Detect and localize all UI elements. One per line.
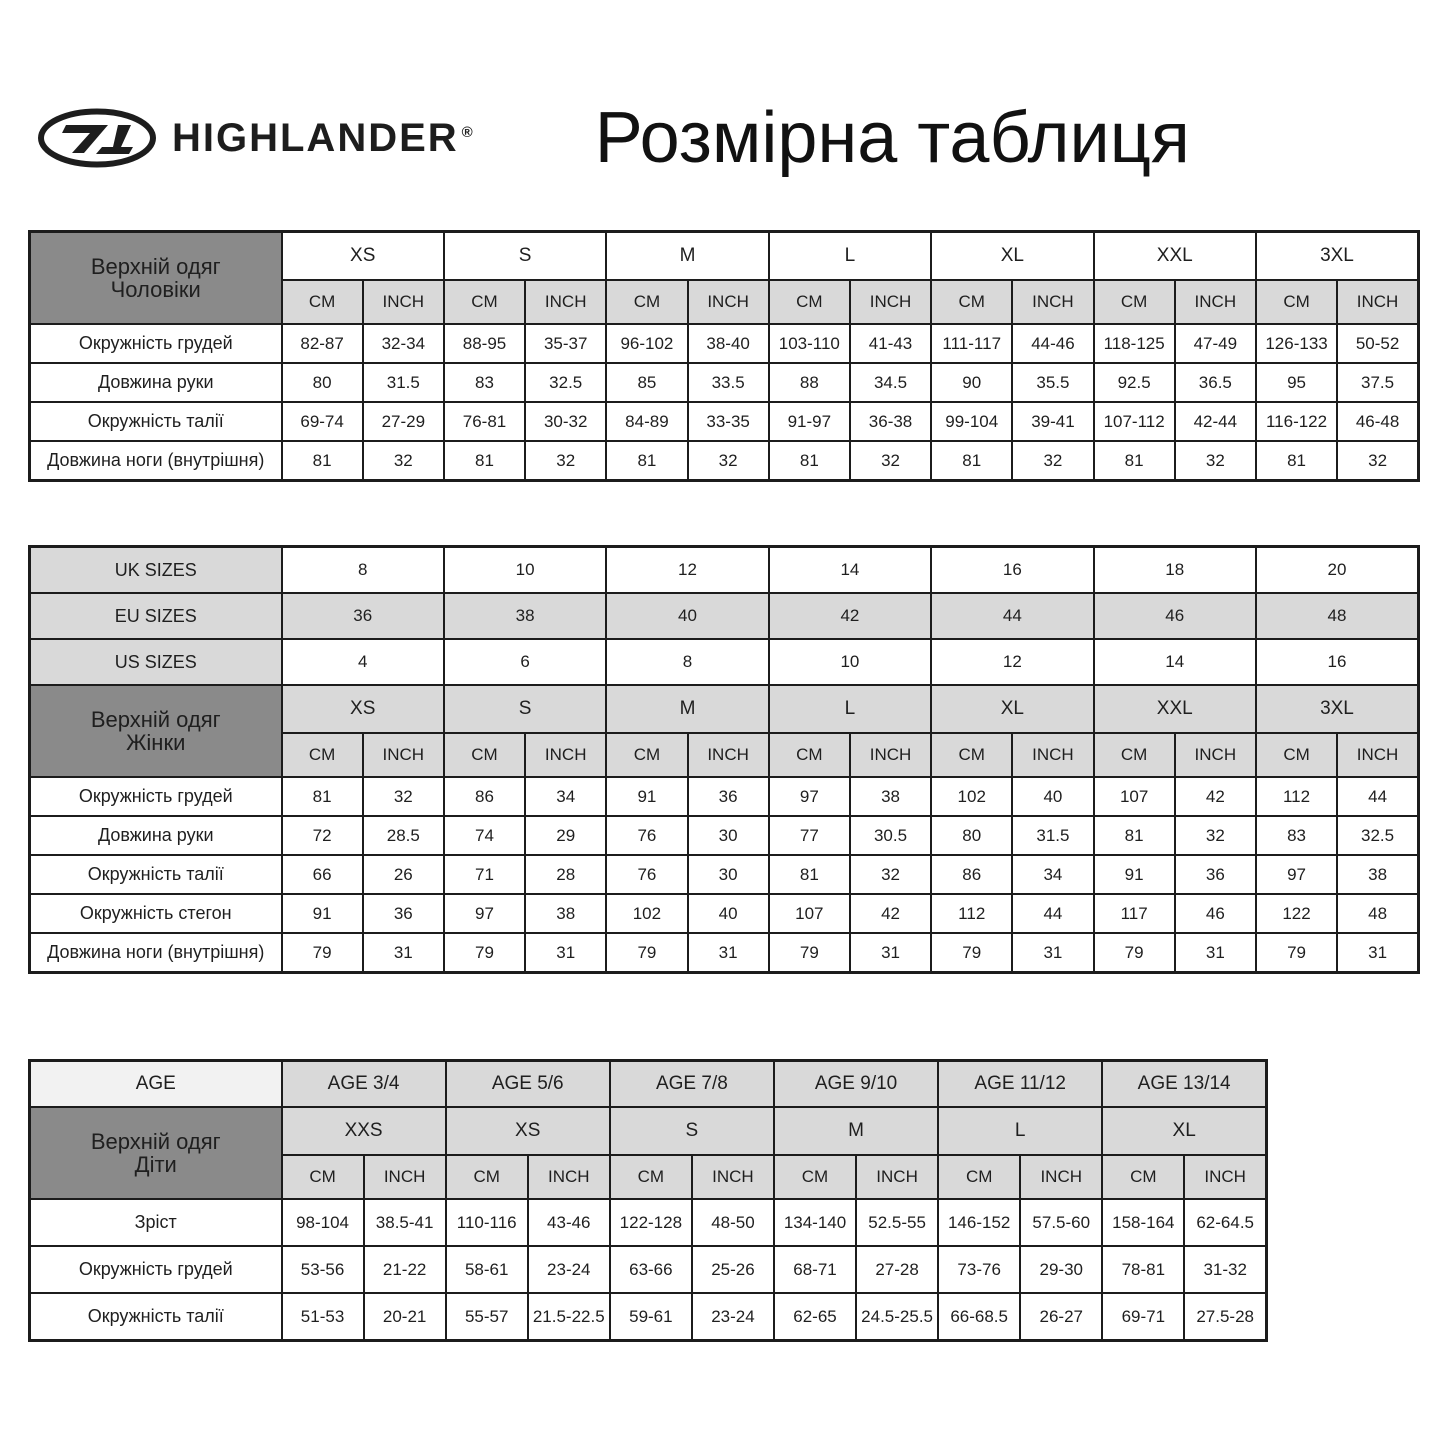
value-cell: 31 <box>363 933 444 973</box>
cm-header-cell: CM <box>444 280 525 324</box>
size-header-cell: M <box>606 685 768 733</box>
value-cell: 73-76 <box>938 1246 1020 1293</box>
size-header-cell: XS <box>282 685 444 733</box>
value-cell: 29 <box>525 816 606 855</box>
value-cell: 28 <box>525 855 606 894</box>
value-cell: 46-48 <box>1337 402 1418 441</box>
cm-header-cell: CM <box>1256 280 1337 324</box>
value-cell: 107 <box>1094 777 1175 816</box>
size-header-cell: S <box>444 685 606 733</box>
value-cell: 38.5-41 <box>364 1199 446 1246</box>
size-number-cell: 44 <box>931 593 1093 639</box>
men-measure-row <box>30 363 1419 402</box>
value-cell: 81 <box>1256 441 1337 481</box>
value-cell: 86 <box>444 777 525 816</box>
value-cell: 35.5 <box>1012 363 1093 402</box>
value-cell: 32 <box>850 855 931 894</box>
value-cell: 31.5 <box>363 363 444 402</box>
age-header-cell: AGE 7/8 <box>610 1061 774 1108</box>
kids-measure-row <box>30 1199 1267 1246</box>
inch-header-cell: INCH <box>1012 733 1093 777</box>
value-cell: 20-21 <box>364 1293 446 1341</box>
value-cell: 81 <box>1094 441 1175 481</box>
cm-header-cell: CM <box>282 1155 364 1199</box>
row-label-cell: Довжина ноги (внутрішня) <box>30 441 282 481</box>
value-cell: 31 <box>525 933 606 973</box>
size-header-cell: XL <box>1102 1107 1266 1155</box>
value-cell: 91 <box>606 777 687 816</box>
inch-header-cell: INCH <box>850 733 931 777</box>
size-system-label-cell: US SIZES <box>30 639 282 685</box>
cm-header-cell: CM <box>610 1155 692 1199</box>
value-cell: 50-52 <box>1337 324 1418 363</box>
value-cell: 97 <box>444 894 525 933</box>
size-number-cell: 6 <box>444 639 606 685</box>
row-label-cell: Окружність грудей <box>30 1246 282 1293</box>
value-cell: 122 <box>1256 894 1337 933</box>
cm-header-cell: CM <box>1102 1155 1184 1199</box>
men-measure-row <box>30 441 1419 481</box>
value-cell: 91 <box>1094 855 1175 894</box>
cm-header-cell: CM <box>444 733 525 777</box>
size-header-cell: XL <box>931 232 1093 281</box>
cm-header-cell: CM <box>931 280 1012 324</box>
uk-sizes-row <box>30 547 1419 594</box>
size-header-cell: XXS <box>282 1107 446 1155</box>
inch-header-cell: INCH <box>1020 1155 1102 1199</box>
value-cell: 26-27 <box>1020 1293 1102 1341</box>
value-cell: 46 <box>1175 894 1256 933</box>
value-cell: 88-95 <box>444 324 525 363</box>
cm-header-cell: CM <box>1094 280 1175 324</box>
value-cell: 31 <box>850 933 931 973</box>
value-cell: 84-89 <box>606 402 687 441</box>
women-measure-row <box>30 894 1419 933</box>
value-cell: 30 <box>688 855 769 894</box>
size-header-cell: L <box>769 232 931 281</box>
us-sizes-row <box>30 639 1419 685</box>
inch-header-cell: INCH <box>525 280 606 324</box>
value-cell: 112 <box>931 894 1012 933</box>
women-sizes-header-row <box>30 685 1419 733</box>
value-cell: 96-102 <box>606 324 687 363</box>
value-cell: 110-116 <box>446 1199 528 1246</box>
size-number-cell: 14 <box>1094 639 1256 685</box>
value-cell: 79 <box>1256 933 1337 973</box>
value-cell: 38 <box>525 894 606 933</box>
value-cell: 79 <box>444 933 525 973</box>
size-header-cell: L <box>938 1107 1102 1155</box>
value-cell: 32 <box>1175 441 1256 481</box>
row-label-cell: Довжина ноги (внутрішня) <box>30 933 282 973</box>
value-cell: 55-57 <box>446 1293 528 1341</box>
value-cell: 69-71 <box>1102 1293 1184 1341</box>
size-number-cell: 42 <box>769 593 931 639</box>
value-cell: 38 <box>1337 855 1418 894</box>
value-cell: 79 <box>769 933 850 973</box>
value-cell: 91-97 <box>769 402 850 441</box>
eu-sizes-row <box>30 593 1419 639</box>
value-cell: 23-24 <box>692 1293 774 1341</box>
value-cell: 74 <box>444 816 525 855</box>
value-cell: 36 <box>688 777 769 816</box>
inch-header-cell: INCH <box>692 1155 774 1199</box>
inch-header-cell: INCH <box>1175 280 1256 324</box>
value-cell: 32 <box>1012 441 1093 481</box>
value-cell: 79 <box>282 933 363 973</box>
age-header-cell: AGE 11/12 <box>938 1061 1102 1108</box>
women-size-table <box>28 545 1420 974</box>
size-header-cell: S <box>444 232 606 281</box>
row-label-cell: Окружність талії <box>30 402 282 441</box>
value-cell: 66-68.5 <box>938 1293 1020 1341</box>
value-cell: 36.5 <box>1175 363 1256 402</box>
value-cell: 43-46 <box>528 1199 610 1246</box>
size-number-cell: 8 <box>282 547 444 594</box>
value-cell: 36-38 <box>850 402 931 441</box>
value-cell: 91 <box>282 894 363 933</box>
value-cell: 126-133 <box>1256 324 1337 363</box>
value-cell: 107-112 <box>1094 402 1175 441</box>
size-header-cell: 3XL <box>1256 232 1419 281</box>
value-cell: 47-49 <box>1175 324 1256 363</box>
size-header-cell: XS <box>282 232 444 281</box>
cm-header-cell: CM <box>931 733 1012 777</box>
value-cell: 83 <box>1256 816 1337 855</box>
men-table-title-cell: Верхній одяг Чоловіки <box>30 232 282 325</box>
size-number-cell: 36 <box>282 593 444 639</box>
value-cell: 31.5 <box>1012 816 1093 855</box>
size-number-cell: 20 <box>1256 547 1419 594</box>
size-number-cell: 38 <box>444 593 606 639</box>
value-cell: 77 <box>769 816 850 855</box>
size-number-cell: 4 <box>282 639 444 685</box>
size-header-cell: M <box>606 232 768 281</box>
value-cell: 95 <box>1256 363 1337 402</box>
size-number-cell: 16 <box>931 547 1093 594</box>
value-cell: 81 <box>769 441 850 481</box>
value-cell: 32 <box>850 441 931 481</box>
value-cell: 69-74 <box>282 402 363 441</box>
value-cell: 111-117 <box>931 324 1012 363</box>
size-number-cell: 46 <box>1094 593 1256 639</box>
row-label-cell: Довжина руки <box>30 816 282 855</box>
value-cell: 32.5 <box>1337 816 1418 855</box>
value-cell: 31 <box>1337 933 1418 973</box>
cm-header-cell: CM <box>769 733 850 777</box>
inch-header-cell: INCH <box>363 280 444 324</box>
size-header-cell: XXL <box>1094 232 1256 281</box>
men-measure-row <box>30 402 1419 441</box>
value-cell: 79 <box>1094 933 1175 973</box>
value-cell: 81 <box>606 441 687 481</box>
value-cell: 27.5-28 <box>1184 1293 1266 1341</box>
age-header-cell: AGE 13/14 <box>1102 1061 1266 1108</box>
value-cell: 57.5-60 <box>1020 1199 1102 1246</box>
value-cell: 33-35 <box>688 402 769 441</box>
value-cell: 34 <box>1012 855 1093 894</box>
row-label-cell: Окружність талії <box>30 855 282 894</box>
value-cell: 97 <box>1256 855 1337 894</box>
inch-header-cell: INCH <box>1337 280 1418 324</box>
value-cell: 31-32 <box>1184 1246 1266 1293</box>
value-cell: 37.5 <box>1337 363 1418 402</box>
inch-header-cell: INCH <box>525 733 606 777</box>
value-cell: 32 <box>525 441 606 481</box>
age-header-cell: AGE 5/6 <box>446 1061 610 1108</box>
inch-header-cell: INCH <box>688 280 769 324</box>
value-cell: 31 <box>688 933 769 973</box>
inch-header-cell: INCH <box>856 1155 938 1199</box>
women-measure-row <box>30 933 1419 973</box>
value-cell: 80 <box>931 816 1012 855</box>
inch-header-cell: INCH <box>364 1155 446 1199</box>
value-cell: 51-53 <box>282 1293 364 1341</box>
cm-header-cell: CM <box>606 280 687 324</box>
value-cell: 25-26 <box>692 1246 774 1293</box>
age-header-cell: AGE 3/4 <box>282 1061 446 1108</box>
inch-header-cell: INCH <box>1175 733 1256 777</box>
value-cell: 30-32 <box>525 402 606 441</box>
value-cell: 118-125 <box>1094 324 1175 363</box>
row-label-cell: Окружність грудей <box>30 777 282 816</box>
value-cell: 30 <box>688 816 769 855</box>
value-cell: 38 <box>850 777 931 816</box>
women-table-title-cell: Верхній одяг Жінки <box>30 685 282 777</box>
value-cell: 28.5 <box>363 816 444 855</box>
value-cell: 88 <box>769 363 850 402</box>
size-header-cell: XXL <box>1094 685 1256 733</box>
page-header <box>36 88 1405 188</box>
kids-measure-row <box>30 1293 1267 1341</box>
value-cell: 42 <box>1175 777 1256 816</box>
value-cell: 72 <box>282 816 363 855</box>
inch-header-cell: INCH <box>1184 1155 1266 1199</box>
value-cell: 26 <box>363 855 444 894</box>
women-measure-row <box>30 816 1419 855</box>
value-cell: 35-37 <box>525 324 606 363</box>
value-cell: 44 <box>1012 894 1093 933</box>
value-cell: 39-41 <box>1012 402 1093 441</box>
value-cell: 21.5-22.5 <box>528 1293 610 1341</box>
size-number-cell: 40 <box>606 593 768 639</box>
value-cell: 24.5-25.5 <box>856 1293 938 1341</box>
value-cell: 102 <box>606 894 687 933</box>
size-number-cell: 14 <box>769 547 931 594</box>
value-cell: 52.5-55 <box>856 1199 938 1246</box>
value-cell: 81 <box>769 855 850 894</box>
value-cell: 134-140 <box>774 1199 856 1246</box>
cm-header-cell: CM <box>1256 733 1337 777</box>
inch-header-cell: INCH <box>850 280 931 324</box>
value-cell: 76 <box>606 816 687 855</box>
value-cell: 30.5 <box>850 816 931 855</box>
size-number-cell: 10 <box>769 639 931 685</box>
row-label-cell: Окружність талії <box>30 1293 282 1341</box>
kids-size-table <box>28 1059 1268 1342</box>
value-cell: 40 <box>1012 777 1093 816</box>
brand-text: HIGHLANDER <box>172 115 459 160</box>
value-cell: 103-110 <box>769 324 850 363</box>
value-cell: 85 <box>606 363 687 402</box>
size-header-cell: XL <box>931 685 1093 733</box>
size-number-cell: 16 <box>1256 639 1419 685</box>
value-cell: 59-61 <box>610 1293 692 1341</box>
value-cell: 58-61 <box>446 1246 528 1293</box>
row-label-cell: Зріст <box>30 1199 282 1246</box>
size-number-cell: 12 <box>931 639 1093 685</box>
highlander-logo <box>36 108 475 168</box>
cm-header-cell: CM <box>938 1155 1020 1199</box>
size-number-cell: 8 <box>606 639 768 685</box>
size-header-cell: XS <box>446 1107 610 1155</box>
inch-header-cell: INCH <box>688 733 769 777</box>
value-cell: 44 <box>1337 777 1418 816</box>
value-cell: 32.5 <box>525 363 606 402</box>
value-cell: 117 <box>1094 894 1175 933</box>
inch-header-cell: INCH <box>1337 733 1418 777</box>
value-cell: 29-30 <box>1020 1246 1102 1293</box>
age-label-cell: AGE <box>30 1061 282 1108</box>
value-cell: 68-71 <box>774 1246 856 1293</box>
cm-header-cell: CM <box>606 733 687 777</box>
value-cell: 82-87 <box>282 324 363 363</box>
size-header-cell: L <box>769 685 931 733</box>
size-number-cell: 18 <box>1094 547 1256 594</box>
cm-header-cell: CM <box>769 280 850 324</box>
value-cell: 42 <box>850 894 931 933</box>
cm-header-cell: CM <box>446 1155 528 1199</box>
value-cell: 32 <box>363 441 444 481</box>
inch-header-cell: INCH <box>528 1155 610 1199</box>
cm-header-cell: CM <box>774 1155 856 1199</box>
brand-name <box>172 116 475 161</box>
value-cell: 81 <box>282 777 363 816</box>
size-header-cell: M <box>774 1107 938 1155</box>
registered-trademark-icon: ® <box>461 123 475 141</box>
value-cell: 27-29 <box>363 402 444 441</box>
value-cell: 81 <box>1094 816 1175 855</box>
value-cell: 38-40 <box>688 324 769 363</box>
value-cell: 146-152 <box>938 1199 1020 1246</box>
value-cell: 36 <box>363 894 444 933</box>
value-cell: 27-28 <box>856 1246 938 1293</box>
value-cell: 76 <box>606 855 687 894</box>
women-measure-row <box>30 855 1419 894</box>
men-measure-row <box>30 324 1419 363</box>
value-cell: 92.5 <box>1094 363 1175 402</box>
value-cell: 79 <box>931 933 1012 973</box>
value-cell: 81 <box>444 441 525 481</box>
value-cell: 83 <box>444 363 525 402</box>
value-cell: 42-44 <box>1175 402 1256 441</box>
value-cell: 31 <box>1012 933 1093 973</box>
value-cell: 48-50 <box>692 1199 774 1246</box>
value-cell: 32-34 <box>363 324 444 363</box>
value-cell: 86 <box>931 855 1012 894</box>
size-system-label-cell: EU SIZES <box>30 593 282 639</box>
women-measure-row <box>30 777 1419 816</box>
kids-table-title-cell: Верхній одяг Діти <box>30 1107 282 1199</box>
value-cell: 98-104 <box>282 1199 364 1246</box>
value-cell: 112 <box>1256 777 1337 816</box>
kids-sizes-header-row <box>30 1107 1267 1155</box>
row-label-cell: Довжина руки <box>30 363 282 402</box>
value-cell: 116-122 <box>1256 402 1337 441</box>
value-cell: 79 <box>606 933 687 973</box>
value-cell: 44-46 <box>1012 324 1093 363</box>
value-cell: 53-56 <box>282 1246 364 1293</box>
value-cell: 31 <box>1175 933 1256 973</box>
row-label-cell: Окружність грудей <box>30 324 282 363</box>
men-size-table <box>28 230 1420 482</box>
value-cell: 90 <box>931 363 1012 402</box>
value-cell: 62-65 <box>774 1293 856 1341</box>
size-system-label-cell: UK SIZES <box>30 547 282 594</box>
value-cell: 34.5 <box>850 363 931 402</box>
value-cell: 32 <box>1337 441 1418 481</box>
value-cell: 36 <box>1175 855 1256 894</box>
value-cell: 158-164 <box>1102 1199 1184 1246</box>
value-cell: 81 <box>931 441 1012 481</box>
value-cell: 122-128 <box>610 1199 692 1246</box>
size-number-cell: 12 <box>606 547 768 594</box>
value-cell: 32 <box>363 777 444 816</box>
value-cell: 63-66 <box>610 1246 692 1293</box>
value-cell: 76-81 <box>444 402 525 441</box>
value-cell: 40 <box>688 894 769 933</box>
row-label-cell: Окружність стегон <box>30 894 282 933</box>
value-cell: 32 <box>1175 816 1256 855</box>
kids-measure-row <box>30 1246 1267 1293</box>
page-title: Розмірна таблиця <box>594 98 1190 178</box>
value-cell: 99-104 <box>931 402 1012 441</box>
value-cell: 81 <box>282 441 363 481</box>
value-cell: 41-43 <box>850 324 931 363</box>
value-cell: 66 <box>282 855 363 894</box>
size-header-cell: S <box>610 1107 774 1155</box>
value-cell: 62-64.5 <box>1184 1199 1266 1246</box>
value-cell: 23-24 <box>528 1246 610 1293</box>
value-cell: 34 <box>525 777 606 816</box>
value-cell: 21-22 <box>364 1246 446 1293</box>
value-cell: 102 <box>931 777 1012 816</box>
cm-header-cell: CM <box>282 280 363 324</box>
value-cell: 107 <box>769 894 850 933</box>
cm-header-cell: CM <box>1094 733 1175 777</box>
value-cell: 48 <box>1337 894 1418 933</box>
value-cell: 78-81 <box>1102 1246 1184 1293</box>
value-cell: 97 <box>769 777 850 816</box>
value-cell: 80 <box>282 363 363 402</box>
size-number-cell: 10 <box>444 547 606 594</box>
value-cell: 71 <box>444 855 525 894</box>
highlander-logo-oval-icon <box>36 108 158 168</box>
inch-header-cell: INCH <box>1012 280 1093 324</box>
age-header-row <box>30 1061 1267 1108</box>
men-sizes-header-row <box>30 232 1419 281</box>
value-cell: 33.5 <box>688 363 769 402</box>
age-header-cell: AGE 9/10 <box>774 1061 938 1108</box>
inch-header-cell: INCH <box>363 733 444 777</box>
cm-header-cell: CM <box>282 733 363 777</box>
value-cell: 32 <box>688 441 769 481</box>
size-number-cell: 48 <box>1256 593 1419 639</box>
size-header-cell: 3XL <box>1256 685 1419 733</box>
